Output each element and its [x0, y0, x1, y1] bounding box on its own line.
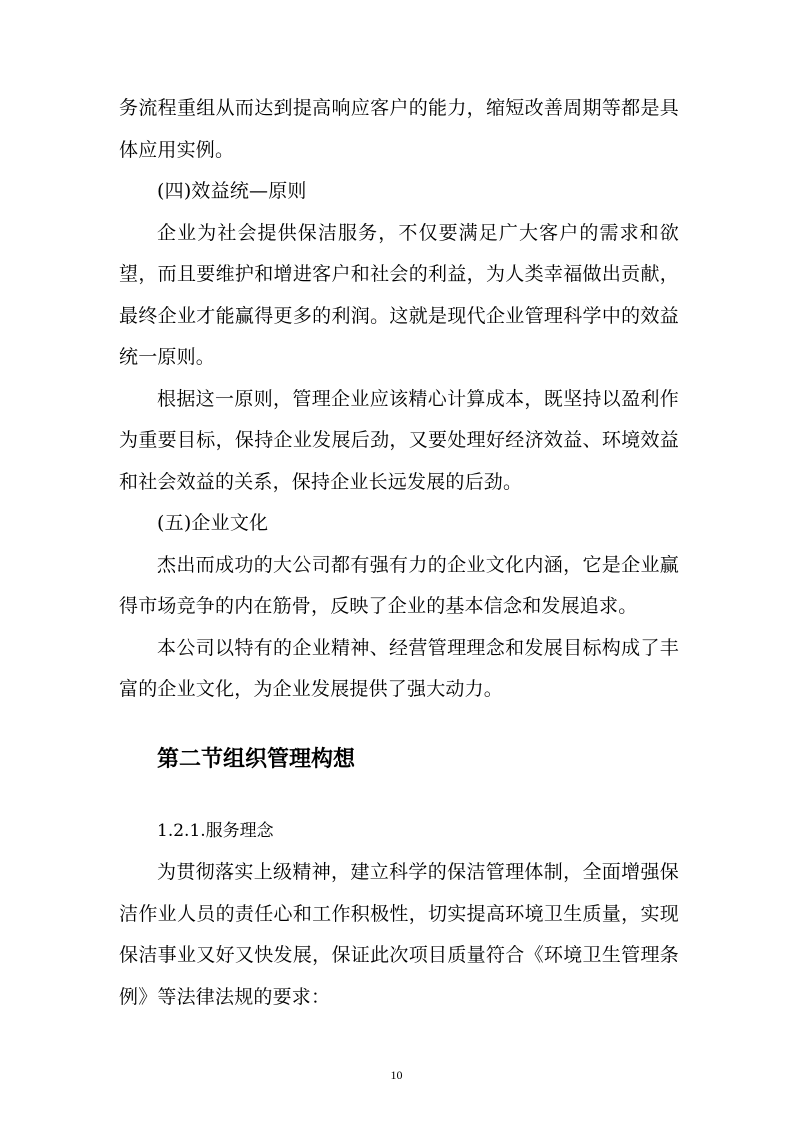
paragraph-cost-principle: 根据这一原则，管理企业应该精心计算成本，既坚持以盈利作为重要目标，保持企业发展后劲，又要处理好经济效益、环境效益和社会效益的关系，保持企业长远发展的后劲。: [119, 387, 679, 493]
heading-corporate-culture: (五)企业文化: [157, 512, 269, 534]
heading-benefit-principle: (四)效益统—原则: [157, 180, 307, 202]
paragraph-continuation: 务流程重组从而达到提高响应客户的能力，缩短改善周期等都是具体应用实例。: [119, 97, 679, 161]
paragraph-service-concept: 为贯彻落实上级精神，建立科学的保洁管理体制，全面增强保洁作业人员的责任心和工作积极性，切实提高环境卫生质量，实现保洁事业又好又快发展，保证此次项目质量符合《环境卫生管理条例》等法律法规的要求：: [119, 861, 679, 1008]
page-content: [119, 88, 679, 1018]
paragraph-benefit-principle: 企业为社会提供保洁服务，不仅要满足广大客户的需求和欲望，而且要维护和增进客户和社会的利益，为人类幸福做出贡献，最终企业才能赢得更多的利润。这就是现代企业管理科学中的效益统一原则。: [119, 221, 679, 368]
paragraph-culture-1: 杰出而成功的大公司都有强有力的企业文化内涵，它是企业赢得市场竞争的内在筋骨，反映了企业的基本信念和发展追求。: [119, 553, 679, 617]
section-heading: 第二节组织管理构想: [157, 746, 356, 772]
subsection-title: 1.2.1.服务理念: [157, 820, 274, 841]
page-number: 10: [390, 1068, 403, 1082]
paragraph-culture-2: 本公司以特有的企业精神、经营管理理念和发展目标构成了丰富的企业文化，为企业发展提供了强大动力。: [119, 636, 679, 700]
